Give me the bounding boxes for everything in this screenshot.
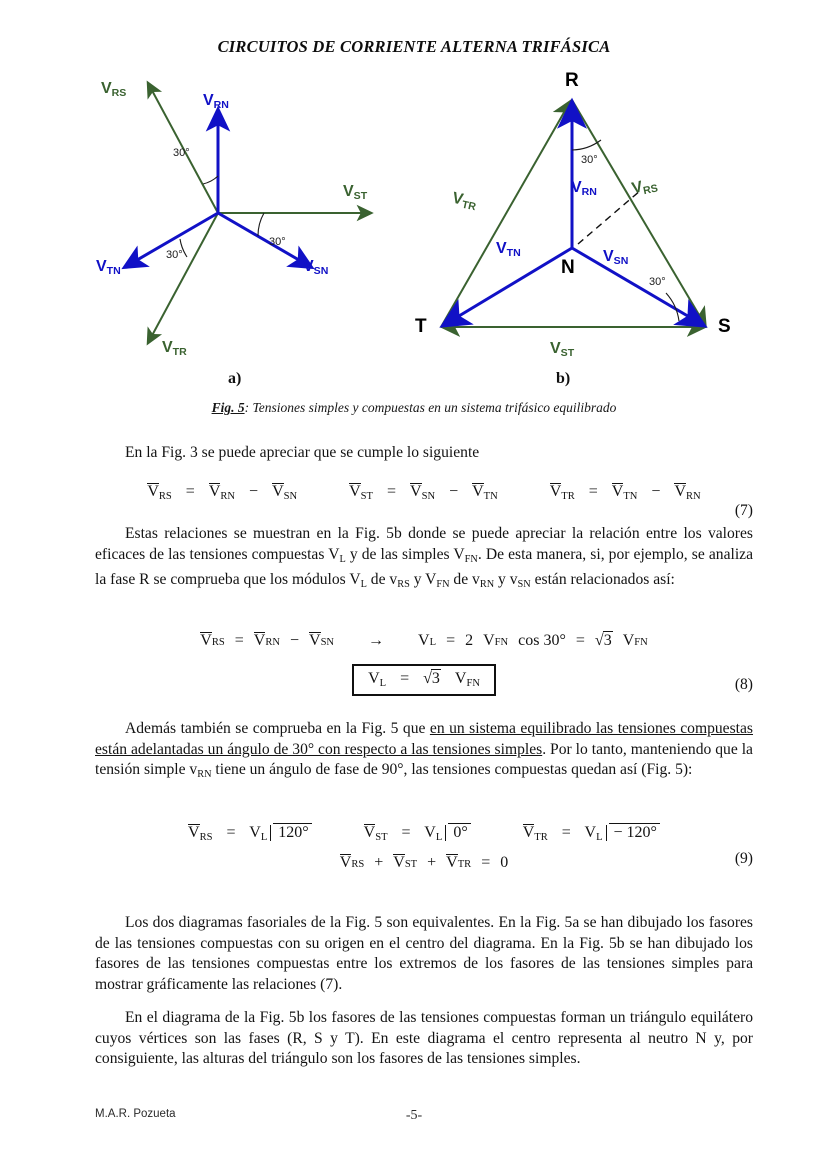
- sub-tr: TR: [457, 858, 472, 870]
- sub-st: ST: [375, 831, 388, 843]
- equation-7-row: [95, 483, 753, 502]
- p2-seg-e: y V: [409, 571, 437, 589]
- phasor-symbol: V: [550, 340, 561, 357]
- figure-5: [0, 62, 828, 392]
- p3-emphasis: en un sistema equilibrado las tensiones compuestas están adelantadas un ángulo de 30° con respecto a las tensiones simples: [95, 720, 753, 758]
- figure-caption-text: : Tensiones simples y compuestas en un sistema trifásico equilibrado: [244, 400, 617, 415]
- svg-text:30°: 30°: [649, 276, 666, 288]
- p3-seg-c: tiene un ángulo de fase de 90°, las tensiones compuestas quedan así (Fig. 5):: [211, 761, 693, 779]
- minus: −: [289, 632, 299, 649]
- phasor-symbol: V: [630, 178, 645, 198]
- equation-8-line-1: [95, 632, 753, 650]
- v-symbol: V: [549, 483, 562, 500]
- sub-rn: RN: [686, 490, 701, 502]
- footer-author: M.A.R. Pozueta: [95, 1108, 176, 1120]
- phasor-symbol: V: [496, 240, 507, 257]
- equation-9-line-2: [95, 854, 753, 872]
- phasor-label-vtn-a: [96, 258, 121, 277]
- v-symbol: V: [611, 483, 624, 500]
- p2-seg-g: y v: [494, 571, 518, 589]
- equation-8-boxed-row: [95, 664, 753, 696]
- page-footer: [0, 1108, 828, 1130]
- v-symbol: V: [410, 483, 422, 500]
- angle-notation: [446, 823, 470, 842]
- v-symbol: V: [522, 824, 535, 841]
- sub-tn: TN: [623, 490, 638, 502]
- equals: =: [185, 483, 195, 500]
- v-symbol: V: [483, 632, 495, 649]
- minus: −: [249, 483, 259, 500]
- eq7-expr-3: [550, 483, 701, 502]
- paragraph-5: En el diagrama de la Fig. 5b los fasores de las tensiones compuestas forman un triángulo equilátero cuyos vértices son las fases (R, S y T). En este diagrama el centro representa al neutro N y, por consiguiente, las alturas del triángulo son los fasores de las tensiones simples.: [95, 1009, 753, 1068]
- radicand: 3: [431, 670, 440, 687]
- equals: =: [561, 824, 571, 841]
- equation-number-7: (7): [734, 501, 753, 519]
- coefficient-two: 2: [465, 632, 474, 649]
- paragraph-3: [95, 719, 753, 786]
- v-symbol: V: [339, 853, 352, 871]
- sub-l: L: [379, 677, 387, 689]
- figure-caption: [0, 400, 828, 416]
- equals: =: [446, 632, 456, 649]
- v-symbol: V: [249, 824, 261, 841]
- vertex-label-n: N: [561, 257, 575, 278]
- equals: =: [588, 483, 598, 500]
- equals: =: [401, 824, 411, 841]
- sub-l: L: [596, 831, 603, 843]
- equals: =: [386, 483, 397, 500]
- v-symbol: V: [200, 632, 212, 649]
- diagram-b-triangle: [441, 100, 706, 327]
- phasor-subscript: RN: [213, 98, 229, 111]
- v-symbol: V: [622, 632, 635, 649]
- eq7-expr-2: [349, 483, 498, 502]
- subfigure-label-b: b): [556, 370, 571, 387]
- equation-number-9: (9): [734, 850, 753, 867]
- svg-text:30°: 30°: [581, 154, 598, 166]
- phasor-symbol: V: [450, 189, 465, 209]
- v-symbol: V: [188, 824, 200, 841]
- implies-arrow: →: [368, 632, 385, 649]
- edge-label-vtn-b: [496, 240, 521, 259]
- sub-sn: SN: [283, 490, 298, 502]
- v-symbol: V: [349, 483, 361, 500]
- svg-text:30°: 30°: [173, 147, 190, 159]
- v-symbol: V: [309, 632, 321, 649]
- equals: =: [575, 632, 585, 649]
- v-symbol: V: [368, 670, 380, 687]
- phasor-subscript: TR: [460, 198, 477, 214]
- phasor-symbol: V: [303, 258, 314, 275]
- v-symbol: V: [424, 824, 436, 841]
- sub-fn: FN: [466, 677, 480, 689]
- minus: −: [651, 483, 661, 500]
- sub-sn: SN: [421, 490, 436, 502]
- phasor-subscript: RS: [642, 182, 660, 198]
- v-symbol: V: [393, 853, 405, 871]
- sub-rs: RS: [351, 858, 365, 870]
- equals: =: [400, 670, 410, 687]
- equation-number-8: (8): [734, 676, 753, 693]
- sub-tn: TN: [483, 490, 498, 502]
- p3-seg-a: Además también se comprueba en la Fig. 5 que: [125, 720, 430, 737]
- sub-sn: SN: [320, 637, 335, 648]
- sqrt-three: [423, 670, 441, 688]
- p3-seg-b: . Por lo tanto, manteniendo que la tensión simple v: [95, 740, 753, 779]
- subfigure-label-a: a): [228, 370, 242, 387]
- p2-seg-c: . De esta manera, si, por ejemplo, se analiza la fase R se comprueba que los módulos V: [95, 545, 754, 589]
- eq9-expr-2: [364, 823, 471, 843]
- paragraph-4: Los dos diagramas fasoriales de la Fig. 5 son equivalentes. En la Fig. 5a se han dibujado los fasores de las tensiones compuestas con su origen en el centro del diagrama. En la Fig. 5b se han dibujado los fasores de las tensiones compuestas entre los extremos de los fasores de las tensiones simples para mostrar gráficamente las relaciones (7).: [95, 914, 753, 993]
- p2-seg-d: de v: [366, 571, 398, 589]
- plus: +: [427, 853, 437, 871]
- footer-page-number: -5-: [405, 1108, 423, 1123]
- svg-text:30°: 30°: [269, 236, 286, 248]
- v-symbol: V: [253, 632, 266, 649]
- v-symbol: V: [147, 483, 159, 500]
- sub-rn: RN: [479, 578, 495, 590]
- phasor-subscript: ST: [353, 189, 368, 202]
- phasor-symbol: V: [343, 183, 354, 200]
- figure-5-graphics: [0, 62, 828, 392]
- sqrt-three: [595, 632, 613, 650]
- angle-value: − 120°: [609, 823, 660, 842]
- sub-st: ST: [360, 490, 373, 502]
- eq7-expr-1: [147, 483, 297, 502]
- phasor-subscript: TR: [172, 345, 187, 358]
- radical-sign: √: [423, 670, 432, 687]
- radicand: 3: [603, 632, 612, 649]
- phasor-subscript: SN: [313, 264, 329, 277]
- phasor-label-vrn-a: [203, 92, 229, 111]
- equals: =: [226, 824, 236, 841]
- sub-rn: RN: [197, 769, 212, 781]
- sub-fn: FN: [436, 578, 450, 590]
- sub-fn: FN: [464, 553, 478, 565]
- eq9-expr-1: [188, 823, 312, 843]
- phasor-subscript: RS: [111, 86, 127, 99]
- page-title: CIRCUITOS DE CORRIENTE ALTERNA TRIFÁSICA: [217, 37, 611, 56]
- phasor-symbol: V: [603, 248, 614, 265]
- v-symbol: V: [272, 483, 284, 500]
- equation-8: [95, 632, 753, 696]
- equation-9-line-1: [95, 823, 753, 843]
- edge-label-vrn-b: [571, 179, 597, 198]
- phasor-symbol: V: [203, 92, 214, 109]
- edge-label-vst-b: [550, 340, 574, 359]
- figure-number: Fig. 5: [211, 400, 245, 415]
- sub-st: ST: [404, 858, 418, 870]
- v-symbol: V: [208, 483, 221, 500]
- sub-fn: FN: [634, 637, 648, 648]
- angle-notation: [607, 823, 660, 842]
- sub-rn: RN: [265, 637, 280, 648]
- p2-seg-f: de v: [449, 571, 480, 589]
- equation-9: [95, 823, 753, 872]
- phasor-subscript: TN: [106, 264, 121, 277]
- phasor-symbol: V: [101, 80, 112, 97]
- phasor-subscript: RN: [581, 185, 597, 198]
- v-symbol: V: [472, 483, 484, 500]
- sub-tr: TR: [534, 831, 548, 843]
- sub-l: L: [360, 578, 367, 590]
- vertex-label-t: T: [415, 316, 427, 337]
- sub-fn: FN: [494, 637, 509, 648]
- svg-text:30°: 30°: [166, 249, 183, 261]
- sub-rs: RS: [397, 578, 410, 590]
- phasor-symbol: V: [96, 258, 107, 275]
- minus: −: [449, 483, 459, 500]
- p2-seg-h: están relacionados así:: [530, 571, 675, 589]
- phasor-symbol: V: [571, 179, 582, 196]
- equals: =: [481, 853, 491, 871]
- sub-rs: RS: [199, 831, 213, 843]
- phasor-label-vst-a: [343, 183, 367, 202]
- phasor-subscript: ST: [560, 346, 575, 359]
- equation-7: [95, 483, 753, 519]
- radical-sign: √: [594, 632, 604, 649]
- phasor-subscript: TN: [506, 246, 521, 259]
- p2-seg-a: Estas relaciones se muestran en la Fig. 5b donde se puede apreciar la relación entre los valores eficaces de las tensiones compuestas V: [95, 525, 753, 563]
- vertex-label-r: R: [565, 70, 579, 91]
- angle-notation: [271, 823, 311, 842]
- sub-rs: RS: [211, 637, 225, 648]
- cosine-term: cos 30°: [518, 632, 566, 649]
- phasor-symbol: V: [162, 339, 173, 356]
- paragraph-2: [95, 524, 753, 596]
- v-symbol: V: [446, 853, 458, 871]
- sub-sn: SN: [517, 578, 531, 590]
- v-symbol: V: [418, 632, 430, 649]
- phasor-label-vrs-a: [101, 80, 126, 99]
- sub-rn: RN: [220, 490, 236, 502]
- angle-value: 120°: [273, 823, 311, 842]
- vertex-label-s: S: [718, 316, 731, 337]
- boxed-result: [352, 664, 496, 696]
- edge-label-vsn-b: [603, 248, 628, 267]
- equals: =: [234, 632, 244, 649]
- sub-l: L: [429, 637, 437, 648]
- sub-l: L: [339, 553, 346, 565]
- angle-value: 0°: [448, 823, 470, 842]
- v-symbol: V: [584, 824, 597, 841]
- eq9-expr-3: [523, 823, 660, 843]
- phasor-label-vtr-a: [162, 339, 187, 358]
- zero: 0: [500, 853, 509, 871]
- plus: +: [374, 853, 384, 871]
- phasor-subscript: SN: [613, 254, 629, 267]
- v-symbol: V: [674, 483, 687, 500]
- diagram-a-phasors: [125, 83, 371, 343]
- paragraph-1: En la Fig. 3 se puede apreciar que se cumple lo siguiente: [125, 444, 480, 461]
- sub-l: L: [435, 831, 443, 843]
- p2-seg-b: y de las simples V: [345, 545, 465, 563]
- v-symbol: V: [454, 670, 467, 687]
- phasor-label-vsn-a: [303, 258, 328, 277]
- sub-l: L: [260, 831, 268, 843]
- sub-rs: RS: [158, 490, 172, 502]
- v-symbol: V: [363, 824, 376, 841]
- sub-tr: TR: [561, 490, 575, 502]
